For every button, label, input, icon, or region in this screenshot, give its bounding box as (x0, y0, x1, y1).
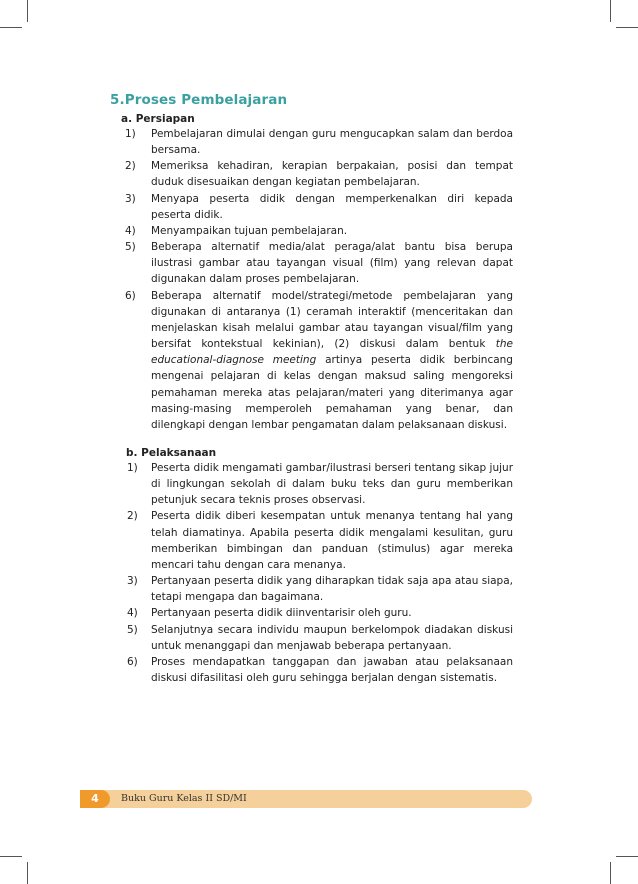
item-text: Memeriksa kehadiran, kerapian berpakaian, posisi dan tempat duduk disesuaikan dengan kegiatan pembelajaran. (151, 160, 513, 189)
sub-heading-pelaksanaan: b. Pelaksanaan (126, 446, 217, 459)
item-number: 4) (127, 607, 138, 620)
item-number: 5) (127, 623, 138, 636)
book-title: Buku Guru Kelas II SD/MI (121, 793, 247, 804)
item-number: 5) (125, 241, 136, 254)
item-number: 6) (125, 289, 136, 302)
crop-mark (27, 862, 28, 884)
item-text: Proses mendapatkan tanggapan dan jawaban atau pelaksanaan diskusi difasilitasi oleh guru sehingga berjalan dengan sistematis. (151, 655, 513, 684)
sub-heading-persiapan: a. Persiapan (121, 113, 195, 125)
item-text: Menyapa peserta didik dengan memperkenalkan diri kepada peserta didik. (151, 192, 513, 221)
page-content (110, 92, 513, 686)
list-item (110, 573, 513, 605)
item-text: Pertanyaan peserta didik yang diharapkan tidak saja apa atau siapa, tetapi mengapa dan bagaimana. (151, 575, 513, 604)
list-item (110, 460, 513, 508)
item-text: Beberapa alternatif media/alat peraga/alat bantu bisa berupa ilustrasi gambar atau tayangan visual (film) yang relevan dapat digunakan dalam proses pembelajaran. (151, 241, 513, 286)
page-number: 4 (80, 790, 110, 808)
section-title (110, 92, 513, 108)
item-text: Peserta didik mengamati gambar/ilustrasi berseri tentang sikap jujur di lingkungan sekolah di dalam buku teks dan guru memberikan petunjuk secara teknis proses observasi. (151, 461, 514, 507)
list-item (110, 126, 513, 158)
item-number: 2) (127, 510, 138, 523)
item-number: 3) (127, 575, 138, 588)
list-item (110, 622, 513, 654)
list-item (110, 223, 513, 239)
crop-mark (27, 0, 28, 22)
pelaksanaan-list (110, 460, 513, 686)
item-text-italic: the educational-diagnose meeting (151, 338, 513, 367)
list-item (110, 288, 513, 433)
item-number: 4) (125, 224, 136, 237)
item-text: Pembelajaran dimulai dengan guru mengucapkan salam dan berdoa bersama. (151, 128, 513, 157)
crop-mark (610, 0, 611, 22)
item-number: 6) (127, 655, 138, 668)
item-text: Beberapa alternatif model/strategi/metode pembelajaran yang digunakan di antaranya (1) ceramah interaktif (menceritakan dan menjelaskan kisah melalui gambar atau tayangan visual/film yang bersifat kontekstual kekinian), (2) diskusi dalam bentuk (151, 289, 513, 351)
item-number: 1) (127, 461, 138, 474)
item-text: Selanjutnya secara individu maupun berkelompok diadakan diskusi untuk menanggapi dan menjawab beberapa pertanyaan. (151, 623, 513, 652)
crop-mark (616, 856, 638, 857)
item-text: Peserta didik diberi kesempatan untuk menanya tentang hal yang telah diamatinya. Apabila peserta didik mengalami kesulitan, guru memberikan bimbingan dan panduan (stimulus) agar mereka mencari tahu dengan cara menanya. (151, 510, 513, 571)
section-number: 5. (110, 92, 125, 108)
item-number: 1) (125, 128, 136, 140)
item-number: 2) (125, 160, 136, 173)
list-item (110, 654, 513, 686)
list-item (110, 508, 513, 573)
persiapan-list (110, 126, 513, 433)
crop-mark (610, 862, 611, 884)
list-item (110, 158, 513, 190)
list-item (110, 239, 513, 287)
crop-mark (616, 27, 638, 28)
list-item (110, 605, 513, 621)
item-number: 3) (125, 192, 136, 205)
item-text: Pertanyaan peserta didik diinventarisir oleh guru. (151, 607, 412, 620)
section-title-text: Proses Pembelajaran (124, 92, 288, 108)
list-item (110, 191, 513, 223)
crop-mark (0, 27, 22, 28)
item-text: Menyampaikan tujuan pembelajaran. (151, 224, 348, 237)
crop-mark (0, 856, 22, 857)
item-text: artinya peserta didik berbincang mengenai pelajaran di kelas dengan maksud saling mengoreksi pemahaman mereka atas pelajaran/materi yang diterimanya agar masing-masing memperoleh pemahaman yang benar, dan dilengkapi dengan lembar pengamatan dalam pelaksanaan diskusi. (151, 354, 513, 431)
